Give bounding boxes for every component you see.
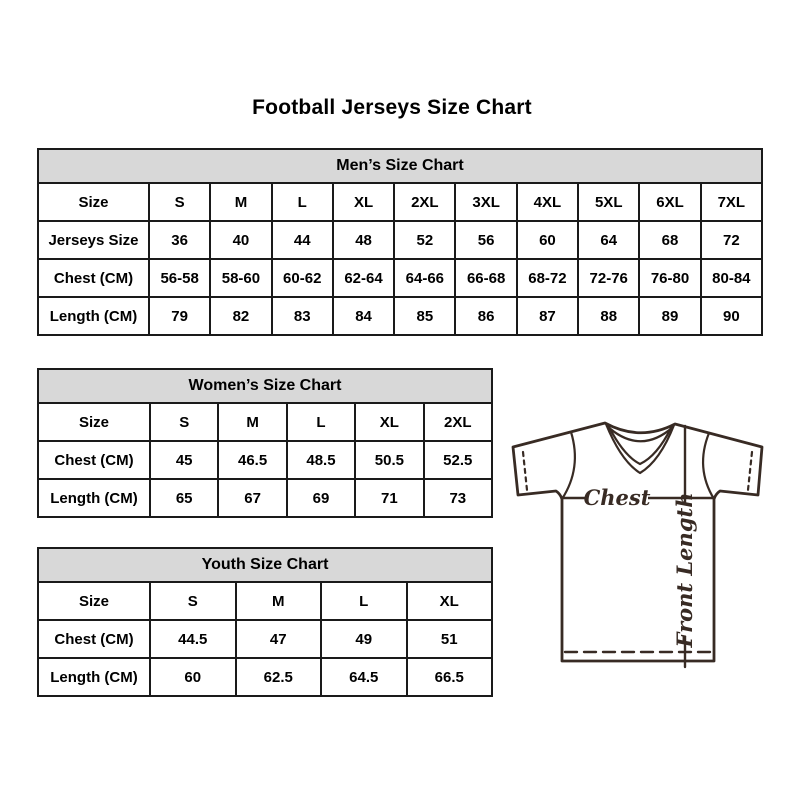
- row-label: Length (CM): [38, 297, 149, 335]
- cell: 58-60: [210, 259, 271, 297]
- womens-size-table: [37, 368, 493, 518]
- row-label: Length (CM): [38, 658, 150, 696]
- cell: 90: [701, 297, 762, 335]
- cell: 83: [272, 297, 333, 335]
- cell: 47: [236, 620, 322, 658]
- cell: 68: [639, 221, 700, 259]
- cell: 4XL: [517, 183, 578, 221]
- table-row: [38, 221, 762, 259]
- cell: 86: [455, 297, 516, 335]
- table-title-row: [38, 548, 492, 582]
- row-label: Size: [38, 403, 150, 441]
- cell: 87: [517, 297, 578, 335]
- row-label: Size: [38, 582, 150, 620]
- cell: 52.5: [424, 441, 492, 479]
- table-row: [38, 297, 762, 335]
- cell: 40: [210, 221, 271, 259]
- cell: 56-58: [149, 259, 210, 297]
- cell: 48: [333, 221, 394, 259]
- cell: M: [218, 403, 286, 441]
- cell: M: [236, 582, 322, 620]
- table-row: [38, 259, 762, 297]
- cell: 60: [150, 658, 236, 696]
- men-table-title: Men’s Size Chart: [38, 149, 762, 183]
- cell: 51: [407, 620, 493, 658]
- table-row: [38, 658, 492, 696]
- table-title-row: [38, 369, 492, 403]
- chest-label: Chest: [583, 485, 651, 510]
- mens-size-table: [37, 148, 763, 336]
- page-title: Football Jerseys Size Chart: [252, 96, 532, 119]
- cell: S: [149, 183, 210, 221]
- cell: 62-64: [333, 259, 394, 297]
- cell: 69: [287, 479, 355, 517]
- cell: 2XL: [394, 183, 455, 221]
- row-label: Jerseys Size: [38, 221, 149, 259]
- cell: 67: [218, 479, 286, 517]
- cell: 48.5: [287, 441, 355, 479]
- row-label: Chest (CM): [38, 620, 150, 658]
- cell: 6XL: [639, 183, 700, 221]
- cell: 2XL: [424, 403, 492, 441]
- cell: 66-68: [455, 259, 516, 297]
- cell: 82: [210, 297, 271, 335]
- row-label: Chest (CM): [38, 259, 149, 297]
- cell: 80-84: [701, 259, 762, 297]
- cell: 64.5: [321, 658, 407, 696]
- row-label: Size: [38, 183, 149, 221]
- cell: 44: [272, 221, 333, 259]
- cell: 62.5: [236, 658, 322, 696]
- cell: 89: [639, 297, 700, 335]
- cell: 68-72: [517, 259, 578, 297]
- cell: 88: [578, 297, 639, 335]
- table-row: [38, 183, 762, 221]
- cell: 64-66: [394, 259, 455, 297]
- cell: 66.5: [407, 658, 493, 696]
- cell: 65: [150, 479, 218, 517]
- youth-size-table: [37, 547, 493, 697]
- table-row: [38, 403, 492, 441]
- cell: 52: [394, 221, 455, 259]
- cell: 64: [578, 221, 639, 259]
- cell: 73: [424, 479, 492, 517]
- table-row: [38, 441, 492, 479]
- cell: XL: [355, 403, 423, 441]
- cell: 3XL: [455, 183, 516, 221]
- jersey-outline: [513, 423, 762, 661]
- cell: 45: [150, 441, 218, 479]
- women-table-title: Women’s Size Chart: [38, 369, 492, 403]
- row-label: Chest (CM): [38, 441, 150, 479]
- cell: 36: [149, 221, 210, 259]
- cell: XL: [333, 183, 394, 221]
- table-row: [38, 582, 492, 620]
- cell: M: [210, 183, 271, 221]
- cell: 72-76: [578, 259, 639, 297]
- cell: 60-62: [272, 259, 333, 297]
- jersey-diagram: [498, 398, 778, 678]
- cell: 56: [455, 221, 516, 259]
- cell: 71: [355, 479, 423, 517]
- table-row: [38, 479, 492, 517]
- row-label: Length (CM): [38, 479, 150, 517]
- cell: S: [150, 582, 236, 620]
- cell: 72: [701, 221, 762, 259]
- front-length-label: Front Length: [672, 492, 697, 648]
- cell: 49: [321, 620, 407, 658]
- cell: 84: [333, 297, 394, 335]
- cell: L: [287, 403, 355, 441]
- cell: 85: [394, 297, 455, 335]
- cell: 60: [517, 221, 578, 259]
- cell: L: [272, 183, 333, 221]
- cell: 7XL: [701, 183, 762, 221]
- cell: 5XL: [578, 183, 639, 221]
- cell: S: [150, 403, 218, 441]
- cell: 79: [149, 297, 210, 335]
- cell: 46.5: [218, 441, 286, 479]
- cell: XL: [407, 582, 493, 620]
- cell: 76-80: [639, 259, 700, 297]
- cell: 50.5: [355, 441, 423, 479]
- cell: 44.5: [150, 620, 236, 658]
- table-row: [38, 620, 492, 658]
- youth-table-title: Youth Size Chart: [38, 548, 492, 582]
- table-title-row: [38, 149, 762, 183]
- cell: L: [321, 582, 407, 620]
